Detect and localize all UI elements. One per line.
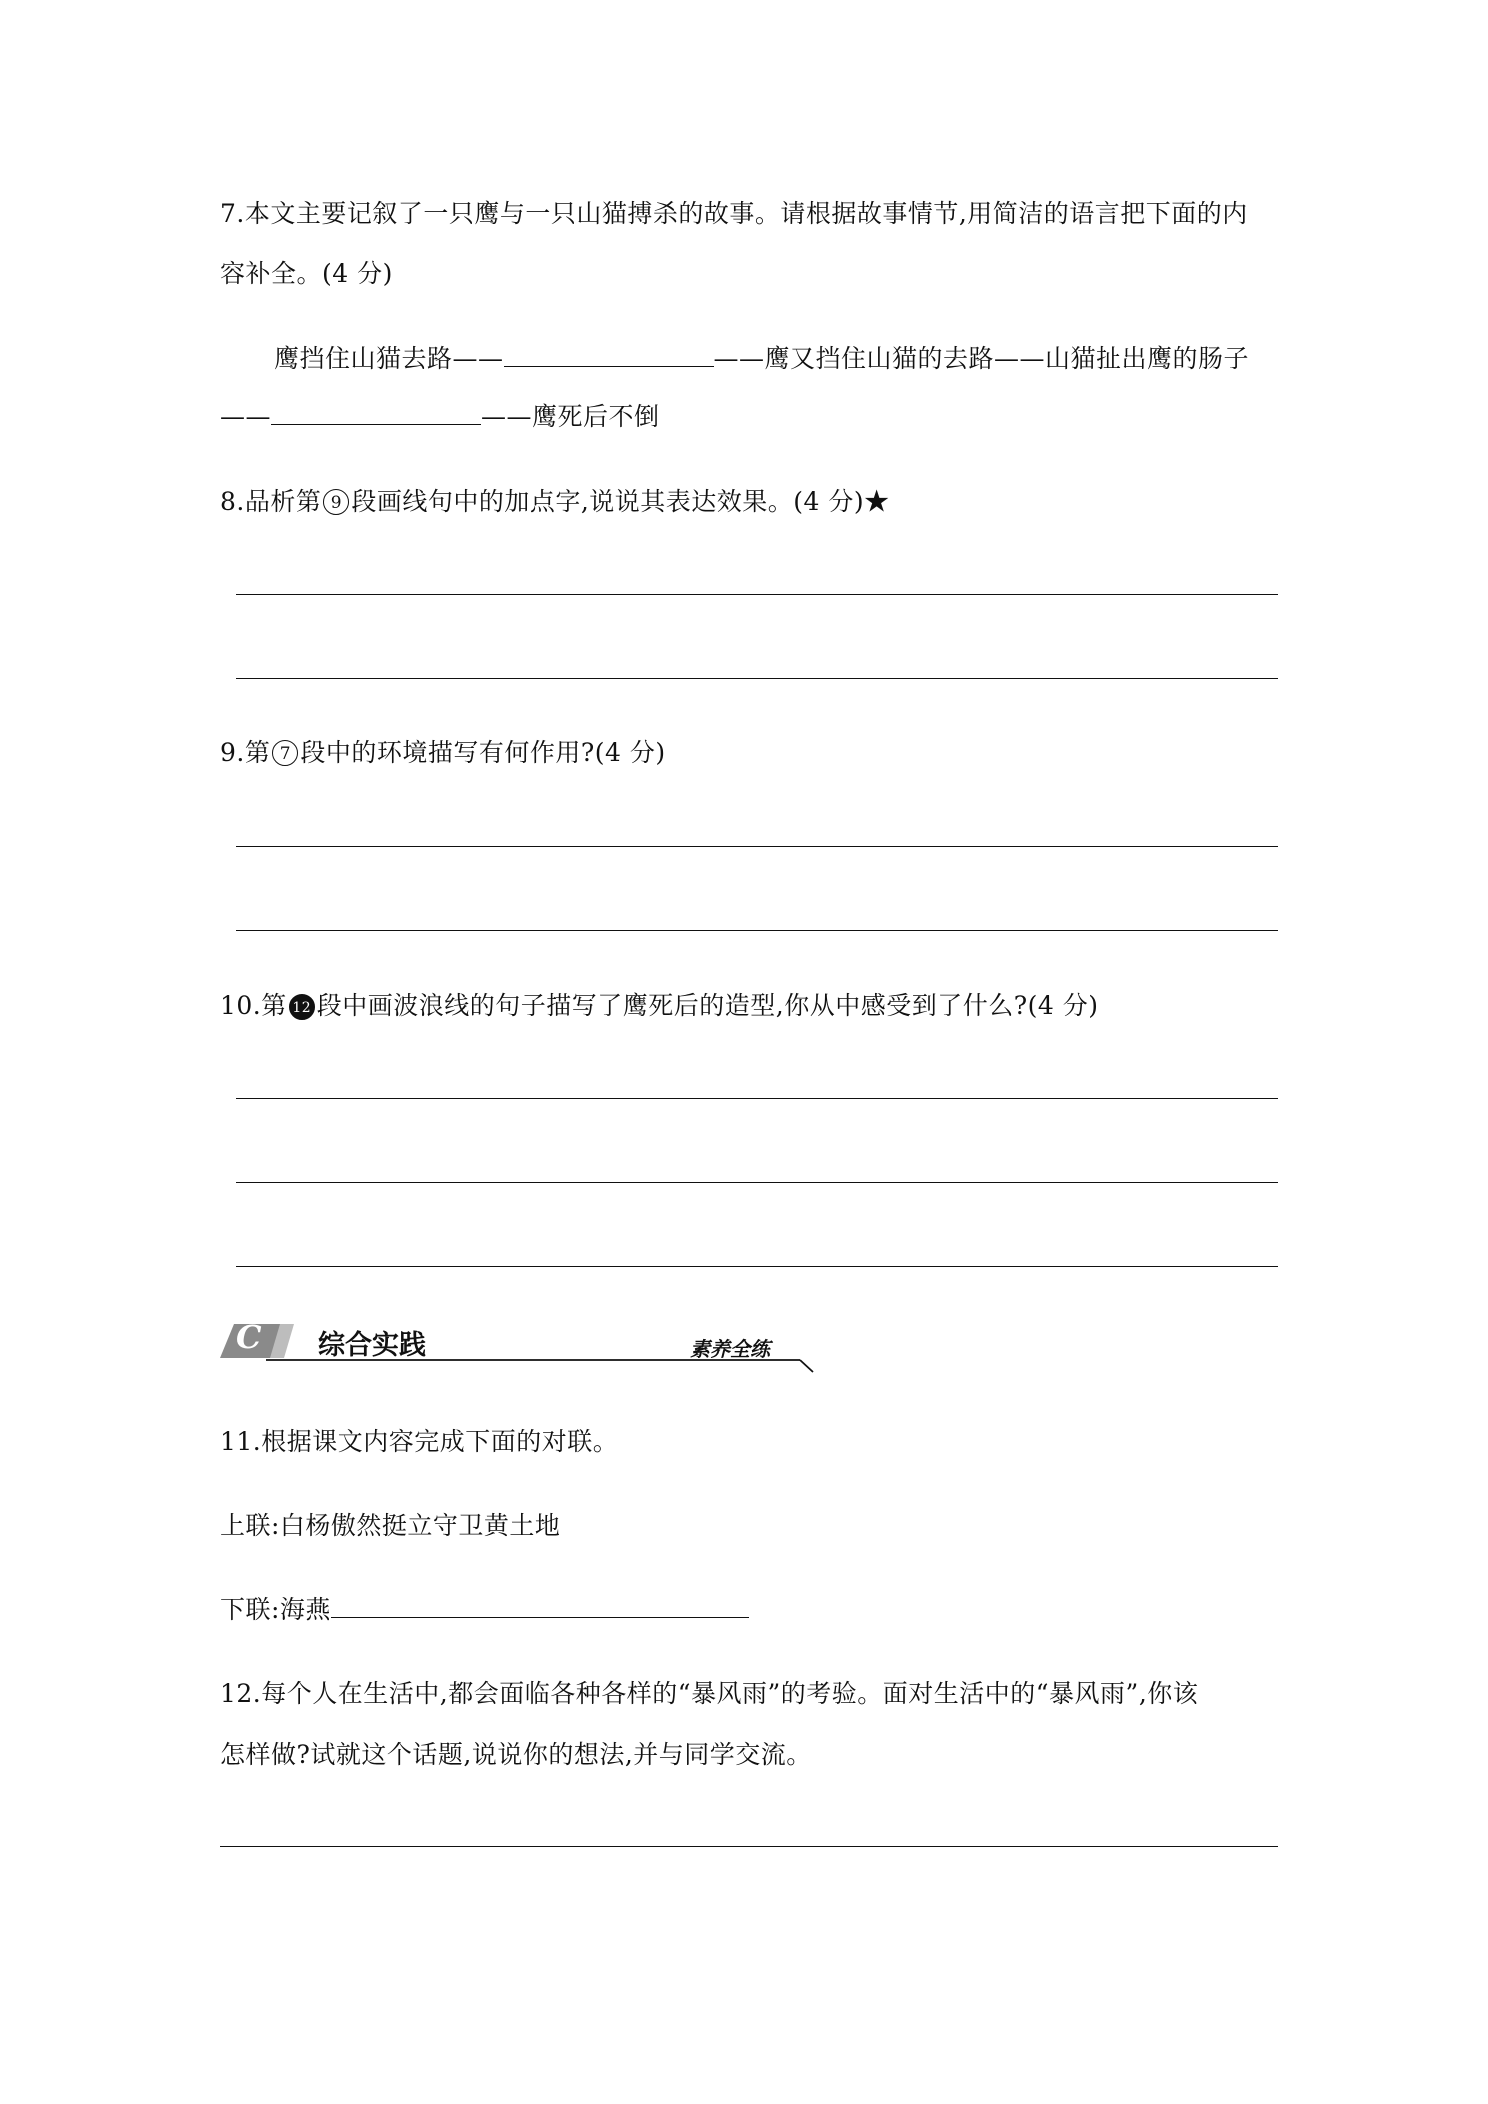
q7-seq-b: ——鹰又挡住山猫的去路——山猫扯出鹰的肠子 [713,344,1250,373]
q10-answer-line-1[interactable] [236,1098,1278,1099]
section-title: 综合实践 [318,1330,426,1361]
q12-answer-line-1[interactable] [220,1846,1278,1847]
q11-lower-label: 下联:海燕 [220,1595,331,1624]
q10-post: 段中画波浪线的句子描写了鹰死后的造型,你从中感受到了什么?(4 分) [316,991,1099,1020]
q7-blank-1[interactable] [504,340,714,367]
q10-answer-line-2[interactable] [236,1182,1278,1183]
q7-blank-2[interactable] [271,398,481,425]
q7-sequence-row2 [220,398,660,435]
q11-lower-couplet [220,1591,749,1628]
q7-seq-a: 鹰挡住山猫去路—— [274,344,504,373]
q9-answer-line-1[interactable] [236,846,1278,847]
q8-post: 段画线句中的加点字,说说其表达效果。(4 分)★ [351,487,890,516]
q8-question [220,484,890,520]
q8-answer-line-1[interactable] [236,594,1278,595]
q9-question [220,735,666,771]
section-subtitle: 素养全练 [690,1337,770,1361]
section-letter: C [236,1318,262,1356]
q11-question: 11.根据课文内容完成下面的对联。 [220,1427,619,1456]
q10-answer-line-3[interactable] [236,1266,1278,1267]
q11-answer-blank[interactable] [331,1591,749,1618]
q9-pre: 9.第 [220,738,271,767]
q7-seq-d: ——鹰死后不倒 [481,402,660,431]
q12-line1: 12.每个人在生活中,都会面临各种各样的“暴风雨”的考验。面对生活中的“暴风雨”,你该 [220,1679,1199,1708]
q7-line1: 7.本文主要记叙了一只鹰与一只山猫搏杀的故事。请根据故事情节,用简洁的语言把下面的内 [220,199,1248,228]
q11-upper-couplet: 上联:白杨傲然挺立守卫黄土地 [220,1511,561,1540]
q10-pre: 10.第 [220,991,287,1020]
q7-seq-c: —— [220,402,271,431]
q8-pre: 8.品析第 [220,487,322,516]
paragraph-number-9: 9 [323,489,349,515]
paragraph-number-7: 7 [272,740,298,766]
q12-line2: 怎样做?试就这个话题,说说你的想法,并与同学交流。 [220,1740,812,1769]
paragraph-number-12: 12 [289,994,315,1020]
q9-post: 段中的环境描写有何作用?(4 分) [300,738,666,767]
q7-line2: 容补全。(4 分) [220,259,393,288]
q8-answer-line-2[interactable] [236,678,1278,679]
q10-question [220,988,1098,1024]
q9-answer-line-2[interactable] [236,930,1278,931]
q7-sequence-row1 [274,340,1249,377]
